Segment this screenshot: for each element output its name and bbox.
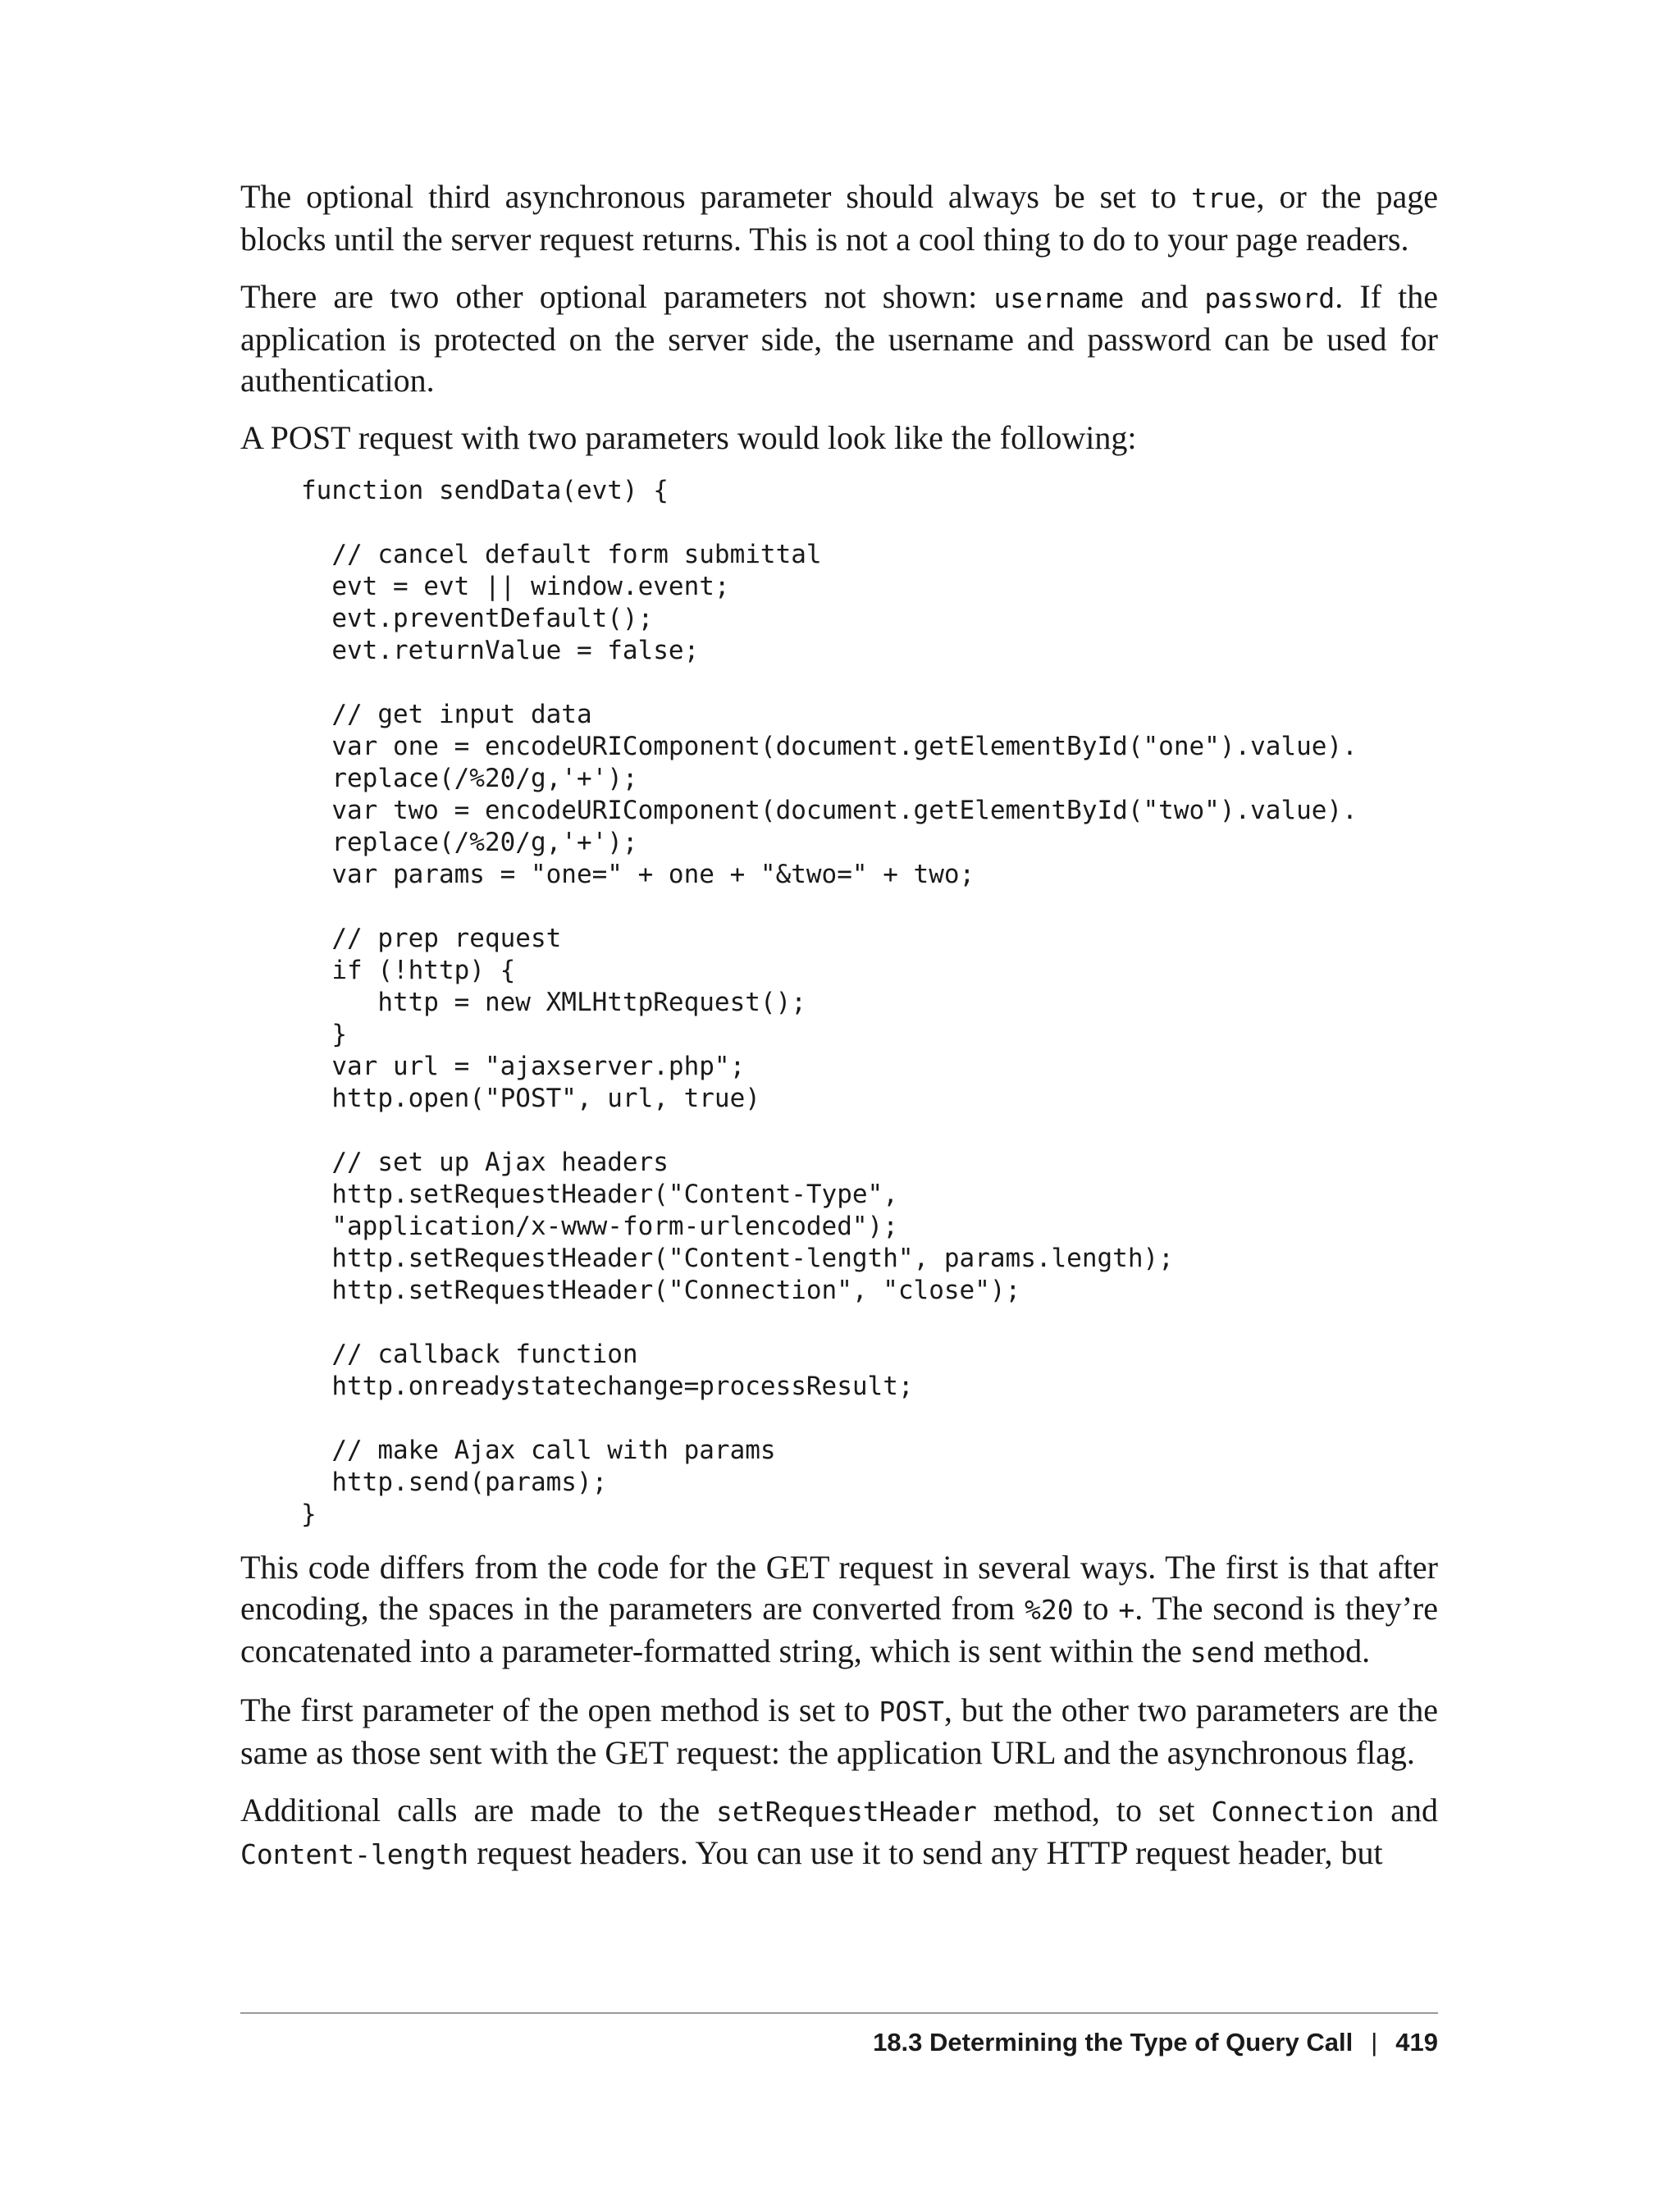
- paragraph-get-differences: [240, 1547, 1438, 1673]
- inline-code: Connection: [1211, 1796, 1375, 1828]
- paragraph-async-parameter: [240, 176, 1438, 260]
- footer-separator: |: [1371, 2028, 1378, 2057]
- text: method.: [1255, 1632, 1371, 1669]
- page-content: [240, 176, 1438, 2063]
- text: and: [1374, 1792, 1438, 1828]
- text: , or the page blocks until the server request returns. This is not a cool thing to do to your page readers.: [240, 178, 1438, 258]
- inline-code: Content-length: [240, 1838, 469, 1870]
- inline-code: POST: [879, 1696, 944, 1728]
- inline-code: true: [1191, 182, 1257, 214]
- text: and: [1124, 278, 1205, 315]
- inline-code: password: [1204, 282, 1335, 314]
- text: This code differs from the code for the GET request in several ways. The first is that after encoding, the spaces in the parameters are converted from: [240, 1549, 1438, 1627]
- footer-divider: [240, 2012, 1438, 2014]
- text: . The second is they’re concatenated into a parameter-formatted string, which is sent within the: [240, 1590, 1438, 1669]
- page-footer: [240, 2026, 1438, 2059]
- inline-code: %20: [1024, 1594, 1074, 1626]
- inline-code: setRequestHeader: [716, 1796, 977, 1828]
- paragraph-post-intro: [240, 418, 1438, 459]
- text: Additional calls are made to the: [240, 1792, 716, 1828]
- text: request headers. You can use it to send any HTTP request header, but: [468, 1834, 1383, 1871]
- page-number: 419: [1395, 2028, 1438, 2057]
- paragraph-open-method: [240, 1690, 1438, 1774]
- inline-code: +: [1118, 1594, 1135, 1626]
- text: to: [1073, 1590, 1119, 1627]
- paragraph-request-headers: [240, 1790, 1438, 1875]
- text: , but the other two parameters are the same as those sent with the GET request: the application URL and the asynchronous flag.: [240, 1691, 1439, 1771]
- text: There are two other optional parameters not shown:: [240, 278, 994, 315]
- text: The first parameter of the open method is set to: [240, 1691, 879, 1728]
- paragraph-optional-parameters: [240, 276, 1438, 401]
- text: . If the application is protected on the server side, the username and password can be used for authentication.: [240, 278, 1438, 399]
- inline-code: username: [993, 282, 1125, 314]
- inline-code: send: [1189, 1637, 1256, 1669]
- footer-section-title: 18.3 Determining the Type of Query Call: [873, 2028, 1354, 2057]
- code-block: function sendData(evt) { // cancel default form submittal evt = evt || window.event; evt.preventDefault(); evt.returnValue = false; // get input data var one = encodeURIComponent(document.getElementById("one").value). replace(/%20/g,'+'); var two = encodeURIComponent(document.getElementById("two").value). replace(/%20/g,'+'); var params = "one=" + one + "&two=" + two; // prep request if (!http) { http = new XMLHttpRequest(); } var url = "ajaxserver.php"; http.open("POST", url, true) // set up Ajax headers http.setRequestHeader("Content-Type", "application/x-www-form-urlencoded"); http.setRequestHeader("Content-length", params.length); http.setRequestHeader("Connection", "close"); // callback function http.onreadystatechange=processResult; // make Ajax call with params http.send(params); }: [301, 476, 1358, 1529]
- text: The optional third asynchronous parameter should always be set to: [240, 178, 1192, 215]
- text: A POST request with two parameters would look like the following:: [240, 419, 1137, 456]
- text: method, to set: [976, 1792, 1212, 1828]
